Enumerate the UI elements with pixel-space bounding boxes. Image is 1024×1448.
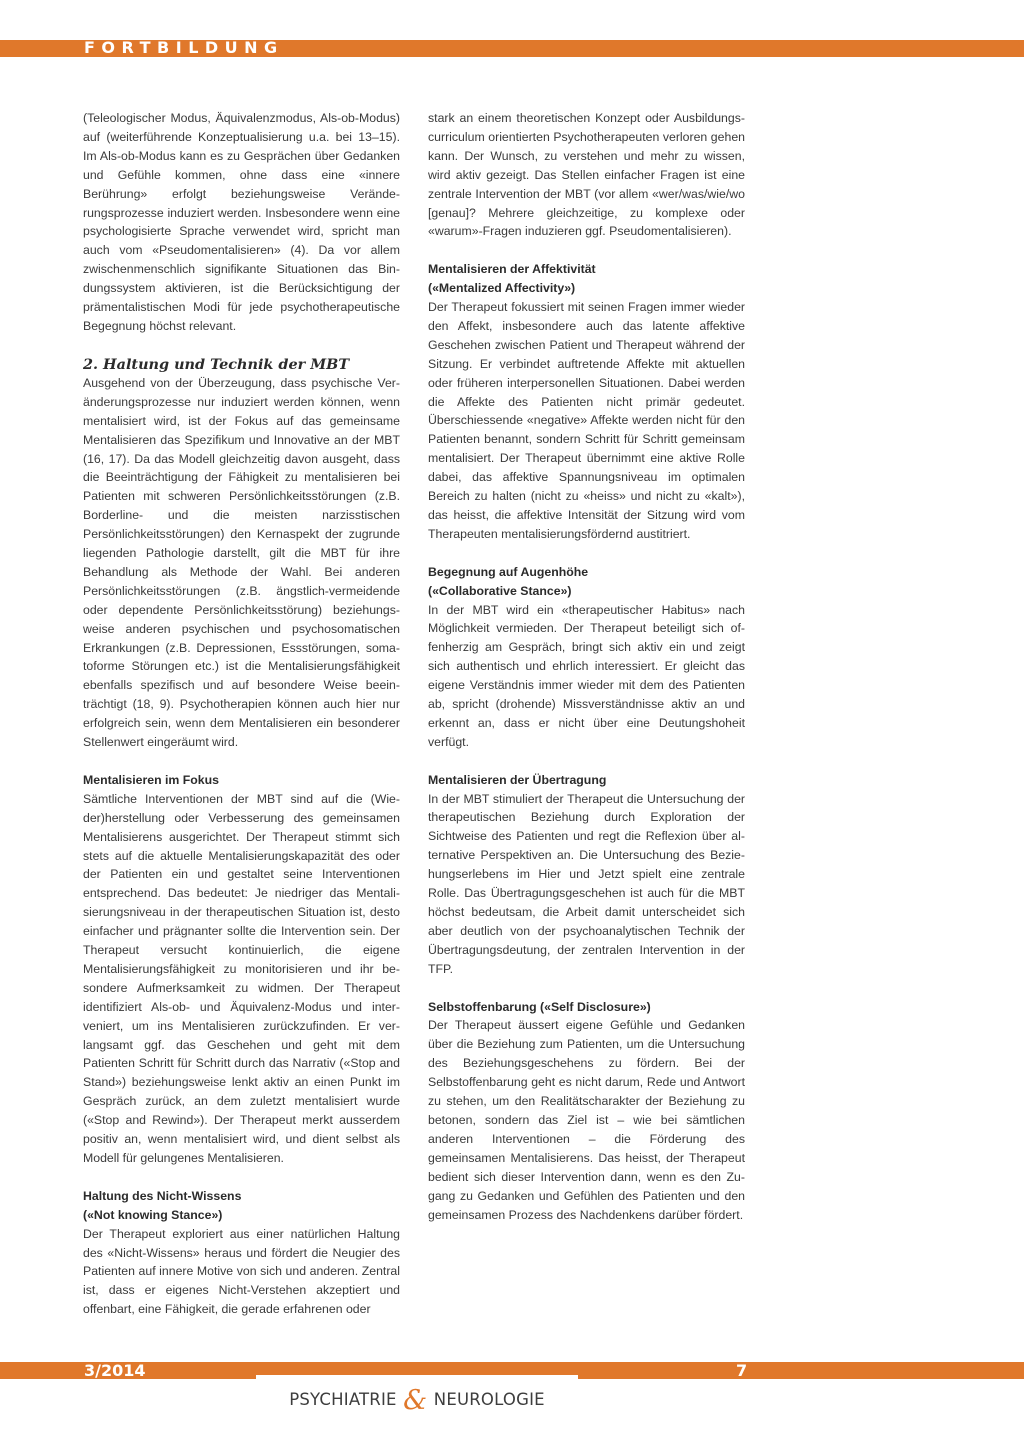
subsection	[83, 1187, 400, 1319]
paragraph: Der Therapeut äussert eigene Gefühle und Gedanken über die Beziehung zum Patienten, um die Untersuchung des Beziehungsgeschehens zu fördern. Bei der Selbstoffenbarung geht es nicht darum, Rede und Antwort zu stehen, um den Realitätscharakter der Beziehung zu betonen, sondern das Ziel ist – wie bei sämtlichen anderen Interventionen – die Förderung des gemeinsamen Mentalisierens. Das heisst, der Therapeut bedient sich dieser Intervention dann, wenn es den Zugang zu Gedanken und Gefühlen des Patienten und den gemeinsamen Prozess des Nachdenkens darüber fördert.	[428, 1018, 745, 1222]
journal-logo	[256, 1375, 578, 1421]
journal-name-left: PSYCHIATRIE	[289, 1390, 397, 1409]
paragraph: Ausgehend von der Überzeugung, dass psychische Veränderungsprozesse nur induziert werden können, wenn mentalisiert wird, ist der Fokus auf das gemeinsame Mentalisieren das Spezifikum und Innovative an der MBT (16, 17). Da das Modell gleichzeitig davon ausgeht, dass die Beeinträchtigung der Fähigkeit zu mentalisieren bei Patienten mit schweren Persönlichkeitsstörungen (z.B. Borderline- und die meisten narzisstischen Persönlichkeitsstörungen) den Kernaspekt der zugrunde liegenden Pathologie darstellt, gilt die MBT für ihre Behandlung als Methode der Wahl. Bei anderen Persönlichkeitsstörungen (z.B. ängstlich-vermeidende oder dependente Persönlichkeitsstörung) beziehungsweise anderen psychischen und psychosomatischen Erkrankungen (z.B. Depressionen, Essstörungen, somatoforme Störungen etc.) ist die Mentalisierungsfähigkeit ebenfalls spezifisch und auf besondere Weise beeinträchtigt (18, 9). Psychotherapien können auch hier nur erfolgreich sein, wenn dem Mentalisieren ein besonderer Stellenwert eingeräumt wird.	[83, 375, 400, 750]
subsection-heading: Mentalisieren der Übertragung	[428, 772, 607, 787]
subsection-heading: Haltung des Nicht-Wissens	[83, 1188, 242, 1203]
subsection	[428, 771, 745, 979]
subsection	[428, 563, 745, 752]
subsection-heading: («Mentalized Affectivity»)	[428, 281, 576, 296]
paragraph: Der Therapeut fokussiert mit seinen Fragen immer wieder den Affekt, insbesondere auch das latente affektive Geschehen zwischen Patient und Therapeut während der Sitzung. Er verbindet auftretende Affekte mit aktuellen oder früheren interpersonellen Situationen. Dabei werden die Affekte des Patienten nicht primär gedeutet. Überschiessende «negative» Affekte werden nicht für den Patienten benannt, sondern Schritt für Schritt gemeinsam mentalisiert. Der Therapeut übernimmt eine aktive Rolle dabei, das affektive Spannungsniveau im optimalen Bereich zu halten (nicht zu «heiss» und nicht zu «kalt»), das heisst, die affektive Intensität der Sitzung wird vom Therapeuten mentalisierungsfördernd austitriert.	[428, 300, 745, 541]
subsection-heading: Begegnung auf Augenhöhe	[428, 564, 589, 579]
paragraph: stark an einem theoretischen Konzept oder Ausbildungscurriculum orientierten Psychotherapeuten verloren gehen kann. Der Wunsch, zu verstehen und mehr zu wissen, wird aktiv gezeigt. Das Stellen einfacher Fragen ist eine zentrale Intervention der MBT (vor allem «wer/was/wie/wo [genau]? Mehrere gleichzeitige, zu komplexe oder «warum»-Fragen induzieren ggf. Pseudomentalisieren).	[428, 111, 745, 239]
subsection-heading: Mentalisieren der Affektivität	[428, 262, 596, 277]
journal-name-right: NEUROLOGIE	[433, 1390, 545, 1409]
paragraph: In der MBT stimuliert der Therapeut die Untersuchung der therapeutischen Beziehung durch Exploration der Sichtweise des Patienten und regt die Reflexion über alternative Perspektiven an. Die Untersuchung des Beziehungserlebens im Hier und Jetzt spielt eine zentrale Rolle. Das Übertragungsgeschehen ist auch für die MBT höchst bedeutsam, die Arbeit damit unterscheidet sich aber deutlich von der psychoanalytischen Technik der Übertragungsdeutung, der zentralen Intervention in der TFP.	[428, 791, 745, 976]
section-label: FORTBILDUNG	[84, 38, 284, 57]
paragraph: (Teleologischer Modus, Äquivalenzmodus, Als-ob-Modus) auf (weiterführende Konzeptualisierung u.a. bei 13–15). Im Als-ob-Modus kann es zu Gesprächen über Gedanken und Gefühle kommen, ohne dass eine «innere Berührung» erfolgt beziehungsweise Veränderungsprozesse induziert werden. Insbesondere wenn eine psychologisierte Sprache verwendet wird, spricht man auch vom «Pseudomentalisieren» (4). Da vor allem zwischenmenschlich signifikante Situationen das Bindungssystem aktivieren, ist die Berücksichtigung der prämentalistischen Modi für jede psychotherapeutische Begegnung höchst relevant.	[83, 111, 400, 333]
page-number: 7	[736, 1361, 748, 1380]
journal-name	[256, 1385, 578, 1416]
subsection-heading: («Not knowing Stance»)	[83, 1207, 223, 1222]
subsection	[83, 771, 400, 1168]
right-column	[428, 109, 745, 1224]
issue-number: 3/2014	[84, 1361, 146, 1380]
paragraph: In der MBT wird ein «therapeutischer Habitus» nach Möglichkeit vermieden. Der Therapeut beteiligt sich offenherzig am Gespräch, bringt sich aktiv ein und zeigt sich authentisch und ehrlich interessiert. Er gleicht das eigene Verständnis immer wieder mit dem des Patienten ab, spricht (drohende) Missverständnisse aktiv an und erkennt an, dass er nicht über eine Deutungshoheit verfügt.	[428, 602, 745, 749]
subsection	[428, 998, 745, 1225]
subsection	[428, 260, 745, 544]
subsection-heading: Selbstoffenbarung («Self Disclosure»)	[428, 999, 651, 1014]
subsection-heading: («Collaborative Stance»)	[428, 583, 572, 598]
ampersand-glyph: &	[403, 1385, 428, 1416]
left-column	[83, 109, 400, 1319]
paragraph: Sämtliche Interventionen der MBT sind auf die (Wieder)herstellung oder Verbesserung des gemeinsamen Mentalisierens ausgerichtet. Der Therapeut stimmt sich stets auf die aktuelle Mentalisierungskapazität des oder der Patienten ein und gestaltet seine Interventionen entsprechend. Das bedeutet: Je niedriger das Mentalisierungsniveau in der therapeutischen Situation ist, desto einfacher und prägnanter sollte die Intervention sein. Der Therapeut versucht kontinuierlich, die eigene Mentalisierungsfähigkeit zu monitorisieren und ihr besondere Aufmerksamkeit zu widmen. Der Therapeut identifiziert Als-ob- und Äquivalenz-Modus und interveniert, um ins Mentalisieren zurückzufinden. Er verlangsamt ggf. das Geschehen und geht mit dem Patienten Schritt für Schritt durch das Narrativ («Stop and Stand») beziehungsweise lenkt aktiv an einen Punkt im Gespräch zurück, an dem zuletzt mentalisiert wurde («Stop and Rewind»). Der Therapeut merkt ausserdem positiv an, wenn mentalisiert wird, und dient selbst als Modell für gelungenes Mentalisieren.	[83, 791, 400, 1166]
subsection-heading: Mentalisieren im Fokus	[83, 772, 219, 787]
paragraph: Der Therapeut exploriert aus einer natürlichen Haltung des «Nicht-Wissens» heraus und fördert die Neugier des Patienten auf innere Motive von sich und anderen. Zentral ist, dass er eigenes Nicht-Verstehen akzeptiert und offenbart, eine Fähigkeit, die gerade erfahrenen oder	[83, 1226, 400, 1317]
section-title: 2. Haltung und Technik der MBT	[83, 355, 350, 373]
